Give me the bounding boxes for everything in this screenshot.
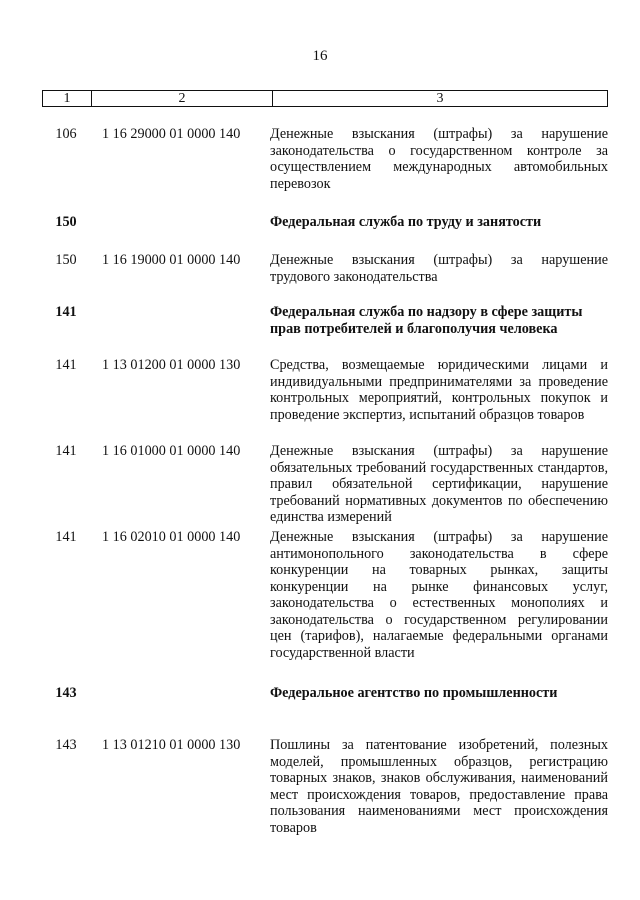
admin-code: 141 (55, 304, 77, 320)
admin-code: 106 (55, 126, 77, 142)
agency-name: Федеральная служба по труду и занятости (270, 214, 542, 230)
admin-code: 150 (55, 252, 77, 268)
budget-code: 1 16 19000 01 0000 140 (102, 252, 241, 268)
income-description: Денежные взыскания (штрафы) за нарушение трудового законодательства (270, 252, 608, 285)
admin-code: 150 (55, 214, 77, 230)
budget-code: 1 16 01000 01 0000 140 (102, 443, 241, 459)
agency-name: Федеральная служба по надзору в сфере защиты прав потребителей и благополучия человека (270, 304, 583, 337)
column-header-table (42, 90, 608, 107)
admin-code: 141 (55, 529, 77, 545)
budget-code: 1 16 02010 01 0000 140 (102, 529, 241, 545)
income-description: Денежные взыскания (штрафы) за нарушение обязательных требований государственных стандартов, правил обязательной сертификации, нарушение требований нормативных документов по обеспечению единства измерений (270, 443, 608, 525)
column-header-1: 1 (43, 91, 92, 107)
agency-name: Федеральное агентство по промышленности (270, 685, 558, 701)
admin-code: 143 (55, 685, 77, 701)
budget-code: 1 13 01200 01 0000 130 (102, 357, 241, 373)
admin-code: 143 (55, 737, 77, 753)
column-header-2: 2 (92, 91, 273, 107)
page-number: 16 (312, 48, 328, 64)
column-header-3: 3 (273, 91, 608, 107)
income-description: Денежные взыскания (штрафы) за нарушение антимонопольного законодательства в сфере конкуренции на товарных рынках, защиты конкуренции на рынке финансовых услуг, законодательства о естественных монополиях и законодательства о государственном регулировании цен (тарифов), налагаемые федеральными органами государственной власти (270, 529, 608, 661)
admin-code: 141 (55, 443, 77, 459)
income-description: Средства, возмещаемые юридическими лицами и индивидуальными предпринимателями за проведение контрольных мероприятий, контрольных покупок и проведение экспертиз, испытаний образцов товаров (270, 357, 608, 423)
admin-code: 141 (55, 357, 77, 373)
income-description: Пошлины за патентование изобретений, полезных моделей, промышленных образцов, регистрацию товарных знаков, знаков обслуживания, наименований мест происхождения товаров, предоставление права пользования наименованиями мест происхождения товаров (270, 737, 608, 836)
budget-code: 1 16 29000 01 0000 140 (102, 126, 241, 142)
income-description: Денежные взыскания (штрафы) за нарушение законодательства о государственном контроле за осуществлением международных автомобильных перевозок (270, 126, 608, 192)
budget-code: 1 13 01210 01 0000 130 (102, 737, 241, 753)
